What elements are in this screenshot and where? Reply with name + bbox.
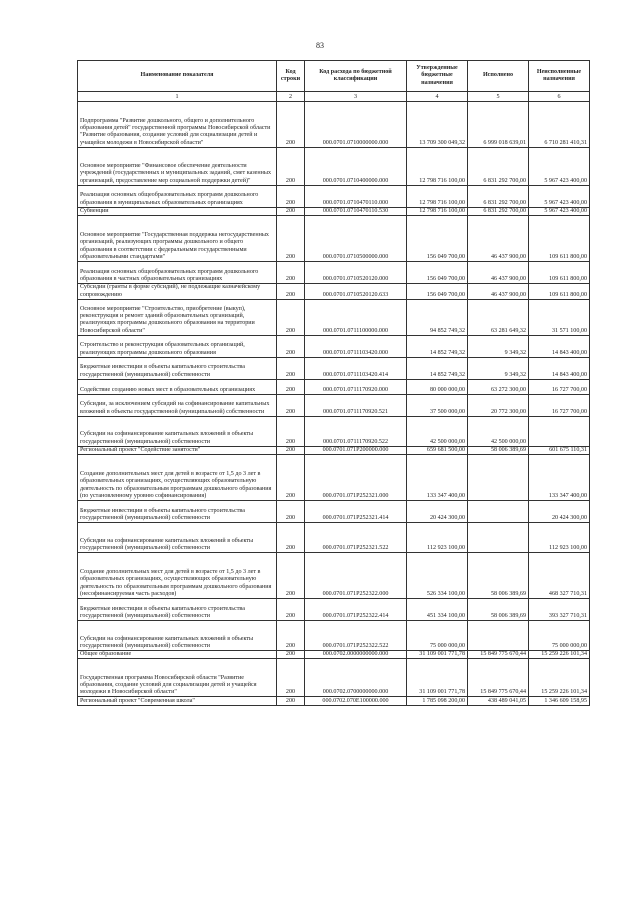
cell-classification-code: 000.0701.0711103420.414 (305, 357, 407, 379)
header-row (78, 61, 590, 92)
cell-approved: 31 109 001 771,78 (407, 659, 468, 697)
cell-executed (468, 621, 529, 651)
cell-executed: 46 437 900,00 (468, 262, 529, 284)
table-row (78, 335, 590, 357)
cell-executed: 63 281 649,32 (468, 299, 529, 335)
cell-unexecuted: 14 843 400,00 (529, 357, 590, 379)
cell-approved: 156 049 700,00 (407, 216, 468, 262)
cell-indicator-name: Субсидии на софинансирование капитальных вложений в объекты государственной (муниципальной) собственности (78, 416, 277, 446)
cell-row-code: 200 (277, 553, 305, 599)
cell-approved: 13 709 300 049,32 (407, 102, 468, 148)
table-row (78, 599, 590, 621)
cell-indicator-name: Реализация основных общеобразовательных программ дошкольного образования в муниципальных образовательных организациях (78, 186, 277, 208)
cell-row-code: 200 (277, 102, 305, 148)
cell-approved: 20 424 300,00 (407, 501, 468, 523)
cell-classification-code: 000.0702.070E100000.000 (305, 697, 407, 706)
column-number: 5 (468, 92, 529, 102)
cell-approved: 133 347 400,00 (407, 455, 468, 501)
budget-execution-table (77, 60, 590, 706)
cell-indicator-name: Строительство и реконструкция образовательных организаций, реализующих программы дошкольного образования (78, 335, 277, 357)
table-row (78, 697, 590, 706)
cell-indicator-name: Бюджетные инвестиции в объекты капитального строительства государственной (муниципальной) собственности (78, 357, 277, 379)
cell-indicator-name: Субсидии на софинансирование капитальных вложений в объекты государственной (муниципальной) собственности (78, 621, 277, 651)
table-body (78, 92, 590, 706)
table-row (78, 148, 590, 186)
cell-executed: 6 831 292 700,00 (468, 148, 529, 186)
cell-row-code: 200 (277, 501, 305, 523)
cell-row-code: 200 (277, 357, 305, 379)
cell-indicator-name: Основное мероприятие "Строительство, приобретение (выкуп), реконструкция и ремонт зданий образовательных организаций, реализующих программы дошкольного образования на территории Новосибирской области" (78, 299, 277, 335)
table-row (78, 523, 590, 553)
cell-unexecuted: 5 967 423 400,00 (529, 208, 590, 216)
column-number: 2 (277, 92, 305, 102)
cell-executed: 58 006 389,69 (468, 553, 529, 599)
column-header-approved: Утвержденные бюджетные назначения (407, 61, 468, 92)
table-row (78, 284, 590, 300)
cell-classification-code: 000.0701.0710470110.530 (305, 208, 407, 216)
cell-unexecuted: 15 259 226 101,34 (529, 659, 590, 697)
cell-row-code: 200 (277, 284, 305, 300)
table-row (78, 651, 590, 659)
cell-classification-code: 000.0701.071P252321.414 (305, 501, 407, 523)
cell-indicator-name: Субсидии, за исключением субсидий на софинансирование капитальных вложений в объекты государственной (муниципальной) собственности (78, 394, 277, 416)
cell-executed (468, 501, 529, 523)
cell-classification-code: 000.0701.0711100000.000 (305, 299, 407, 335)
cell-executed: 58 006 389,69 (468, 446, 529, 454)
table-row (78, 416, 590, 446)
cell-executed: 6 831 292 700,00 (468, 186, 529, 208)
cell-approved: 12 798 716 100,00 (407, 186, 468, 208)
cell-unexecuted: 112 923 100,00 (529, 523, 590, 553)
cell-executed: 9 349,32 (468, 335, 529, 357)
cell-approved: 14 852 749,32 (407, 335, 468, 357)
column-header-indicator-name: Наименование показателя (78, 61, 277, 92)
cell-approved: 1 785 098 200,00 (407, 697, 468, 706)
cell-executed: 42 500 000,00 (468, 416, 529, 446)
cell-unexecuted: 109 611 800,00 (529, 284, 590, 300)
table-row (78, 208, 590, 216)
cell-row-code: 200 (277, 379, 305, 394)
cell-approved: 14 852 749,32 (407, 357, 468, 379)
column-number: 1 (78, 92, 277, 102)
column-header-executed: Исполнено (468, 61, 529, 92)
column-number: 4 (407, 92, 468, 102)
cell-row-code: 200 (277, 697, 305, 706)
cell-row-code: 200 (277, 394, 305, 416)
cell-row-code: 200 (277, 186, 305, 208)
cell-classification-code: 000.0701.0711170920.522 (305, 416, 407, 446)
cell-approved: 42 500 000,00 (407, 416, 468, 446)
cell-unexecuted: 75 000 000,00 (529, 621, 590, 651)
cell-classification-code: 000.0701.071P252322.414 (305, 599, 407, 621)
cell-approved: 12 798 716 100,00 (407, 148, 468, 186)
cell-executed: 9 349,32 (468, 357, 529, 379)
cell-classification-code: 000.0701.071P252321.522 (305, 523, 407, 553)
table-row (78, 394, 590, 416)
cell-unexecuted: 601 675 110,31 (529, 446, 590, 454)
column-header-classification-code: Код расхода по бюджетной классификации (305, 61, 407, 92)
cell-row-code: 200 (277, 621, 305, 651)
cell-approved: 156 049 700,00 (407, 262, 468, 284)
cell-unexecuted: 16 727 700,00 (529, 394, 590, 416)
cell-approved: 659 681 500,00 (407, 446, 468, 454)
cell-row-code: 200 (277, 208, 305, 216)
table-row (78, 216, 590, 262)
cell-executed (468, 455, 529, 501)
cell-classification-code: 000.0701.0711170920.000 (305, 379, 407, 394)
cell-executed: 6 999 018 639,01 (468, 102, 529, 148)
cell-indicator-name: Региональный проект "Содействие занятости" (78, 446, 277, 454)
cell-classification-code: 000.0701.0710000000.000 (305, 102, 407, 148)
page-number: 83 (316, 41, 324, 50)
cell-approved: 156 049 700,00 (407, 284, 468, 300)
cell-indicator-name: Реализация основных общеобразовательных программ дошкольного образования в частных образовательных организациях (78, 262, 277, 284)
cell-classification-code: 000.0701.071P252321.000 (305, 455, 407, 501)
cell-classification-code: 000.0701.071P252322.522 (305, 621, 407, 651)
cell-classification-code: 000.0701.0710520120.633 (305, 284, 407, 300)
cell-indicator-name: Общее образование (78, 651, 277, 659)
cell-row-code: 200 (277, 523, 305, 553)
cell-row-code: 200 (277, 299, 305, 335)
cell-approved: 451 334 100,00 (407, 599, 468, 621)
cell-classification-code: 000.0701.0710520120.000 (305, 262, 407, 284)
table-row (78, 501, 590, 523)
cell-unexecuted: 5 967 423 400,00 (529, 148, 590, 186)
cell-unexecuted: 468 327 710,31 (529, 553, 590, 599)
cell-classification-code: 000.0701.0710400000.000 (305, 148, 407, 186)
cell-indicator-name: Субсидии (гранты в форме субсидий), не подлежащие казначейскому сопровождению (78, 284, 277, 300)
cell-unexecuted (529, 416, 590, 446)
column-number: 6 (529, 92, 590, 102)
cell-approved: 526 334 100,00 (407, 553, 468, 599)
cell-unexecuted: 14 843 400,00 (529, 335, 590, 357)
cell-unexecuted: 1 346 609 158,95 (529, 697, 590, 706)
cell-executed: 15 849 775 670,44 (468, 651, 529, 659)
cell-unexecuted: 16 727 700,00 (529, 379, 590, 394)
cell-row-code: 200 (277, 446, 305, 454)
cell-indicator-name: Основное мероприятие "Финансовое обеспечение деятельности учреждений (государственных и муниципальных заданий, смет казенных организаций, предоставление мер социальной поддержки детей)" (78, 148, 277, 186)
table-row (78, 659, 590, 697)
cell-executed: 6 831 292 700,00 (468, 208, 529, 216)
cell-indicator-name: Субсидии на софинансирование капитальных вложений в объекты государственной (муниципальной) собственности (78, 523, 277, 553)
cell-indicator-name: Создание дополнительных мест для детей в возрасте от 1,5 до 3 лет в образовательных организациях, осуществляющих образовательную деятельность по образовательным программам дошкольного образования (несофинансируемая часть расходов) (78, 553, 277, 599)
cell-row-code: 200 (277, 416, 305, 446)
cell-indicator-name: Региональный проект "Современная школа" (78, 697, 277, 706)
cell-unexecuted: 5 967 423 400,00 (529, 186, 590, 208)
cell-unexecuted: 15 259 226 101,34 (529, 651, 590, 659)
table-row (78, 357, 590, 379)
table-row (78, 102, 590, 148)
table-row (78, 455, 590, 501)
cell-row-code: 200 (277, 455, 305, 501)
cell-unexecuted: 109 611 800,00 (529, 262, 590, 284)
cell-approved: 75 000 000,00 (407, 621, 468, 651)
cell-classification-code: 000.0702.0700000000.000 (305, 659, 407, 697)
cell-unexecuted: 31 571 100,00 (529, 299, 590, 335)
cell-unexecuted: 393 327 710,31 (529, 599, 590, 621)
cell-unexecuted: 133 347 400,00 (529, 455, 590, 501)
cell-row-code: 200 (277, 651, 305, 659)
table-row (78, 299, 590, 335)
cell-unexecuted: 6 710 281 410,31 (529, 102, 590, 148)
cell-approved: 12 798 716 100,00 (407, 208, 468, 216)
cell-approved: 112 923 100,00 (407, 523, 468, 553)
cell-unexecuted: 20 424 300,00 (529, 501, 590, 523)
cell-row-code: 200 (277, 599, 305, 621)
table-row (78, 262, 590, 284)
cell-indicator-name: Бюджетные инвестиции в объекты капитального строительства государственной (муниципальной) собственности (78, 599, 277, 621)
cell-indicator-name: Бюджетные инвестиции в объекты капитального строительства государственной (муниципальной) собственности (78, 501, 277, 523)
column-header-unexecuted: Неисполненные назначения (529, 61, 590, 92)
cell-classification-code: 000.0701.0710500000.000 (305, 216, 407, 262)
cell-indicator-name: Основное мероприятие "Государственная поддержка негосударственных организаций, реализующих программы дошкольного и общего образования в соответствии с федеральными государственными образовательными стандартами" (78, 216, 277, 262)
column-header-row-code: Код строки (277, 61, 305, 92)
cell-row-code: 200 (277, 335, 305, 357)
cell-row-code: 200 (277, 216, 305, 262)
cell-row-code: 200 (277, 262, 305, 284)
cell-unexecuted: 109 611 800,00 (529, 216, 590, 262)
table-row (78, 446, 590, 454)
cell-indicator-name: Содействие созданию новых мест в образовательных организациях (78, 379, 277, 394)
cell-executed: 438 489 041,05 (468, 697, 529, 706)
cell-indicator-name: Государственная программа Новосибирской области "Развитие образования, создание условий для социализации детей и учащейся молодежи в Новосибирской области" (78, 659, 277, 697)
cell-approved: 31 109 001 771,78 (407, 651, 468, 659)
cell-classification-code: 000.0701.071P200000.000 (305, 446, 407, 454)
column-number: 3 (305, 92, 407, 102)
table-row (78, 379, 590, 394)
table-row (78, 186, 590, 208)
column-number-row (78, 92, 590, 102)
cell-classification-code: 000.0701.0711170920.521 (305, 394, 407, 416)
cell-executed (468, 523, 529, 553)
cell-row-code: 200 (277, 659, 305, 697)
cell-indicator-name: Субвенции (78, 208, 277, 216)
cell-approved: 94 852 749,32 (407, 299, 468, 335)
table-row (78, 553, 590, 599)
cell-indicator-name: Создание дополнительных мест для детей в возрасте от 1,5 до 3 лет в образовательных организациях, осуществляющих образовательную деятельность по образовательным программам дошкольного образования (по установленному уровню софинансирования) (78, 455, 277, 501)
cell-executed: 15 849 775 670,44 (468, 659, 529, 697)
cell-indicator-name: Подпрограмма "Развитие дошкольного, общего и дополнительного образования детей" государственной программы Новосибирской области "Развитие образования, создание условий для социализации детей и учащейся молодежи в Новосибирской области" (78, 102, 277, 148)
cell-classification-code: 000.0701.0710470110.000 (305, 186, 407, 208)
cell-executed: 58 006 389,69 (468, 599, 529, 621)
cell-executed: 46 437 900,00 (468, 284, 529, 300)
cell-executed: 46 437 900,00 (468, 216, 529, 262)
cell-row-code: 200 (277, 148, 305, 186)
cell-classification-code: 000.0702.0000000000.000 (305, 651, 407, 659)
cell-approved: 80 000 000,00 (407, 379, 468, 394)
table-row (78, 621, 590, 651)
cell-executed: 63 272 300,00 (468, 379, 529, 394)
cell-executed: 20 772 300,00 (468, 394, 529, 416)
cell-classification-code: 000.0701.071P252322.000 (305, 553, 407, 599)
cell-classification-code: 000.0701.0711103420.000 (305, 335, 407, 357)
cell-approved: 37 500 000,00 (407, 394, 468, 416)
